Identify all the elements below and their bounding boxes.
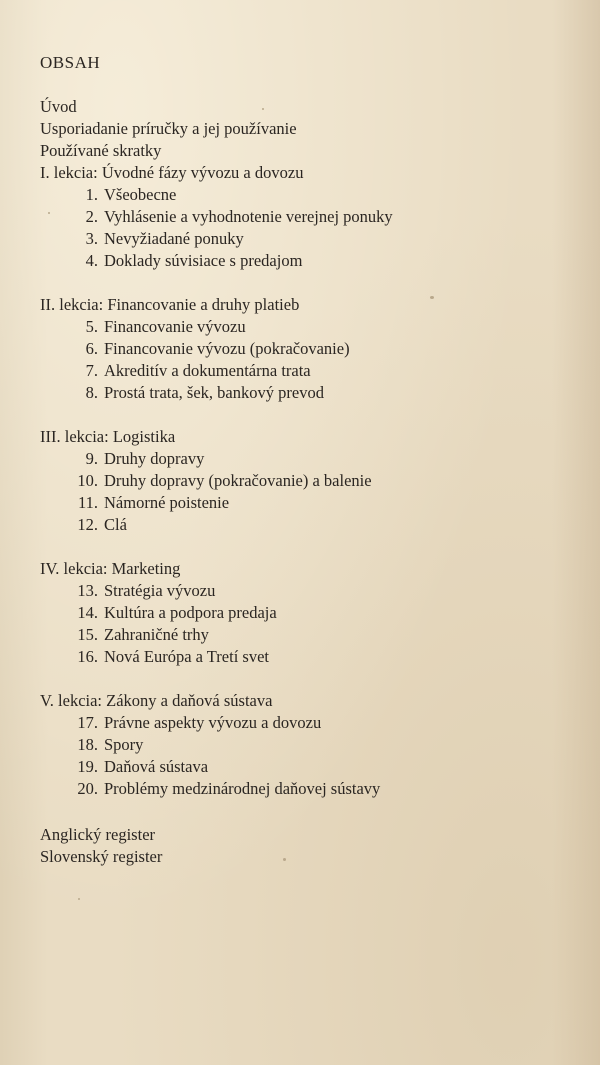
- chapter-title: Clá: [104, 515, 127, 534]
- paper-speck: [48, 212, 50, 214]
- chapter-title: Kultúra a podpora predaja: [104, 603, 277, 622]
- toc-item-slovensky-register: Slovenský register: [40, 847, 163, 866]
- chapter-title: Námorné poistenie: [104, 493, 230, 512]
- chapter-number: 6.: [85, 339, 98, 358]
- chapter-title: Všeobecne: [104, 185, 177, 204]
- chapter-title: Právne aspekty vývozu a dovozu: [104, 713, 322, 732]
- chapter-title: Druhy dopravy: [104, 449, 205, 468]
- chapter-entry: [40, 316, 246, 338]
- chapter-entry: [40, 756, 208, 778]
- chapter-entry: [40, 778, 380, 800]
- chapter-title: Doklady súvisiace s predajom: [104, 251, 303, 270]
- chapter-number: 20.: [77, 779, 98, 798]
- chapter-entry: [40, 470, 372, 492]
- paper-speck: [262, 108, 264, 110]
- lesson-heading: II. lekcia: Financovanie a druhy platieb: [40, 295, 300, 314]
- chapter-number: 15.: [77, 625, 98, 644]
- chapter-entry: [40, 338, 350, 360]
- chapter-title: Akreditív a dokumentárna trata: [104, 361, 311, 380]
- chapter-entry: [40, 492, 229, 514]
- chapter-title: Nová Európa a Tretí svet: [104, 647, 269, 666]
- chapter-entry: [40, 448, 204, 470]
- chapter-entry: [40, 602, 277, 624]
- lesson-heading: III. lekcia: Logistika: [40, 427, 176, 446]
- lesson-heading: I. lekcia: Úvodné fázy vývozu a dovozu: [40, 163, 304, 182]
- chapter-entry: [40, 580, 215, 602]
- chapter-number: 12.: [77, 515, 98, 534]
- chapter-number: 10.: [77, 471, 98, 490]
- chapter-title: Financovanie vývozu: [104, 317, 246, 336]
- chapter-number: 7.: [85, 361, 98, 380]
- chapter-entry: [40, 646, 269, 668]
- chapter-entry: [40, 734, 143, 756]
- toc-item-usporiadanie: Usporiadanie príručky a jej používanie: [40, 119, 297, 138]
- chapter-number: 2.: [85, 207, 98, 226]
- chapter-title: Spory: [104, 735, 144, 754]
- chapter-title: Problémy medzinárodnej daňovej sústavy: [104, 779, 381, 798]
- toc-item-skratky: Používané skratky: [40, 141, 162, 160]
- chapter-number: 18.: [77, 735, 98, 754]
- chapter-entry: [40, 712, 321, 734]
- chapter-number: 5.: [85, 317, 98, 336]
- lesson-heading: V. lekcia: Zákony a daňová sústava: [40, 691, 273, 710]
- chapter-title: Daňová sústava: [104, 757, 209, 776]
- paper-speck: [283, 858, 286, 861]
- chapter-number: 11.: [77, 493, 98, 512]
- paper-speck: [430, 296, 434, 299]
- toc-item-uvod: Úvod: [40, 97, 77, 116]
- chapter-number: 9.: [85, 449, 98, 468]
- chapter-number: 4.: [85, 251, 98, 270]
- chapter-number: 16.: [77, 647, 98, 666]
- chapter-number: 17.: [77, 713, 98, 732]
- chapter-title: Stratégia vývozu: [104, 581, 216, 600]
- chapter-entry: [40, 514, 127, 536]
- chapter-entry: [40, 228, 244, 250]
- chapter-title: Vyhlásenie a vyhodnotenie verejnej ponuky: [104, 207, 393, 226]
- chapter-title: Nevyžiadané ponuky: [104, 229, 244, 248]
- paper-speck: [78, 898, 80, 900]
- page-title: OBSAH: [40, 53, 101, 72]
- chapter-number: 13.: [77, 581, 98, 600]
- chapter-number: 14.: [77, 603, 98, 622]
- chapter-title: Zahraničné trhy: [104, 625, 209, 644]
- chapter-number: 3.: [85, 229, 98, 248]
- lesson-heading: IV. lekcia: Marketing: [40, 559, 181, 578]
- chapter-entry: [40, 382, 324, 404]
- chapter-title: Druhy dopravy (pokračovanie) a balenie: [104, 471, 372, 490]
- chapter-entry: [40, 206, 393, 228]
- chapter-entry: [40, 184, 176, 206]
- chapter-title: Financovanie vývozu (pokračovanie): [104, 339, 350, 358]
- chapter-entry: [40, 360, 311, 382]
- chapter-entry: [40, 624, 209, 646]
- chapter-entry: [40, 250, 302, 272]
- chapter-number: 8.: [85, 383, 98, 402]
- toc-item-anglicky-register: Anglický register: [40, 825, 156, 844]
- chapter-title: Prostá trata, šek, bankový prevod: [104, 383, 324, 402]
- chapter-number: 19.: [77, 757, 98, 776]
- chapter-number: 1.: [85, 185, 98, 204]
